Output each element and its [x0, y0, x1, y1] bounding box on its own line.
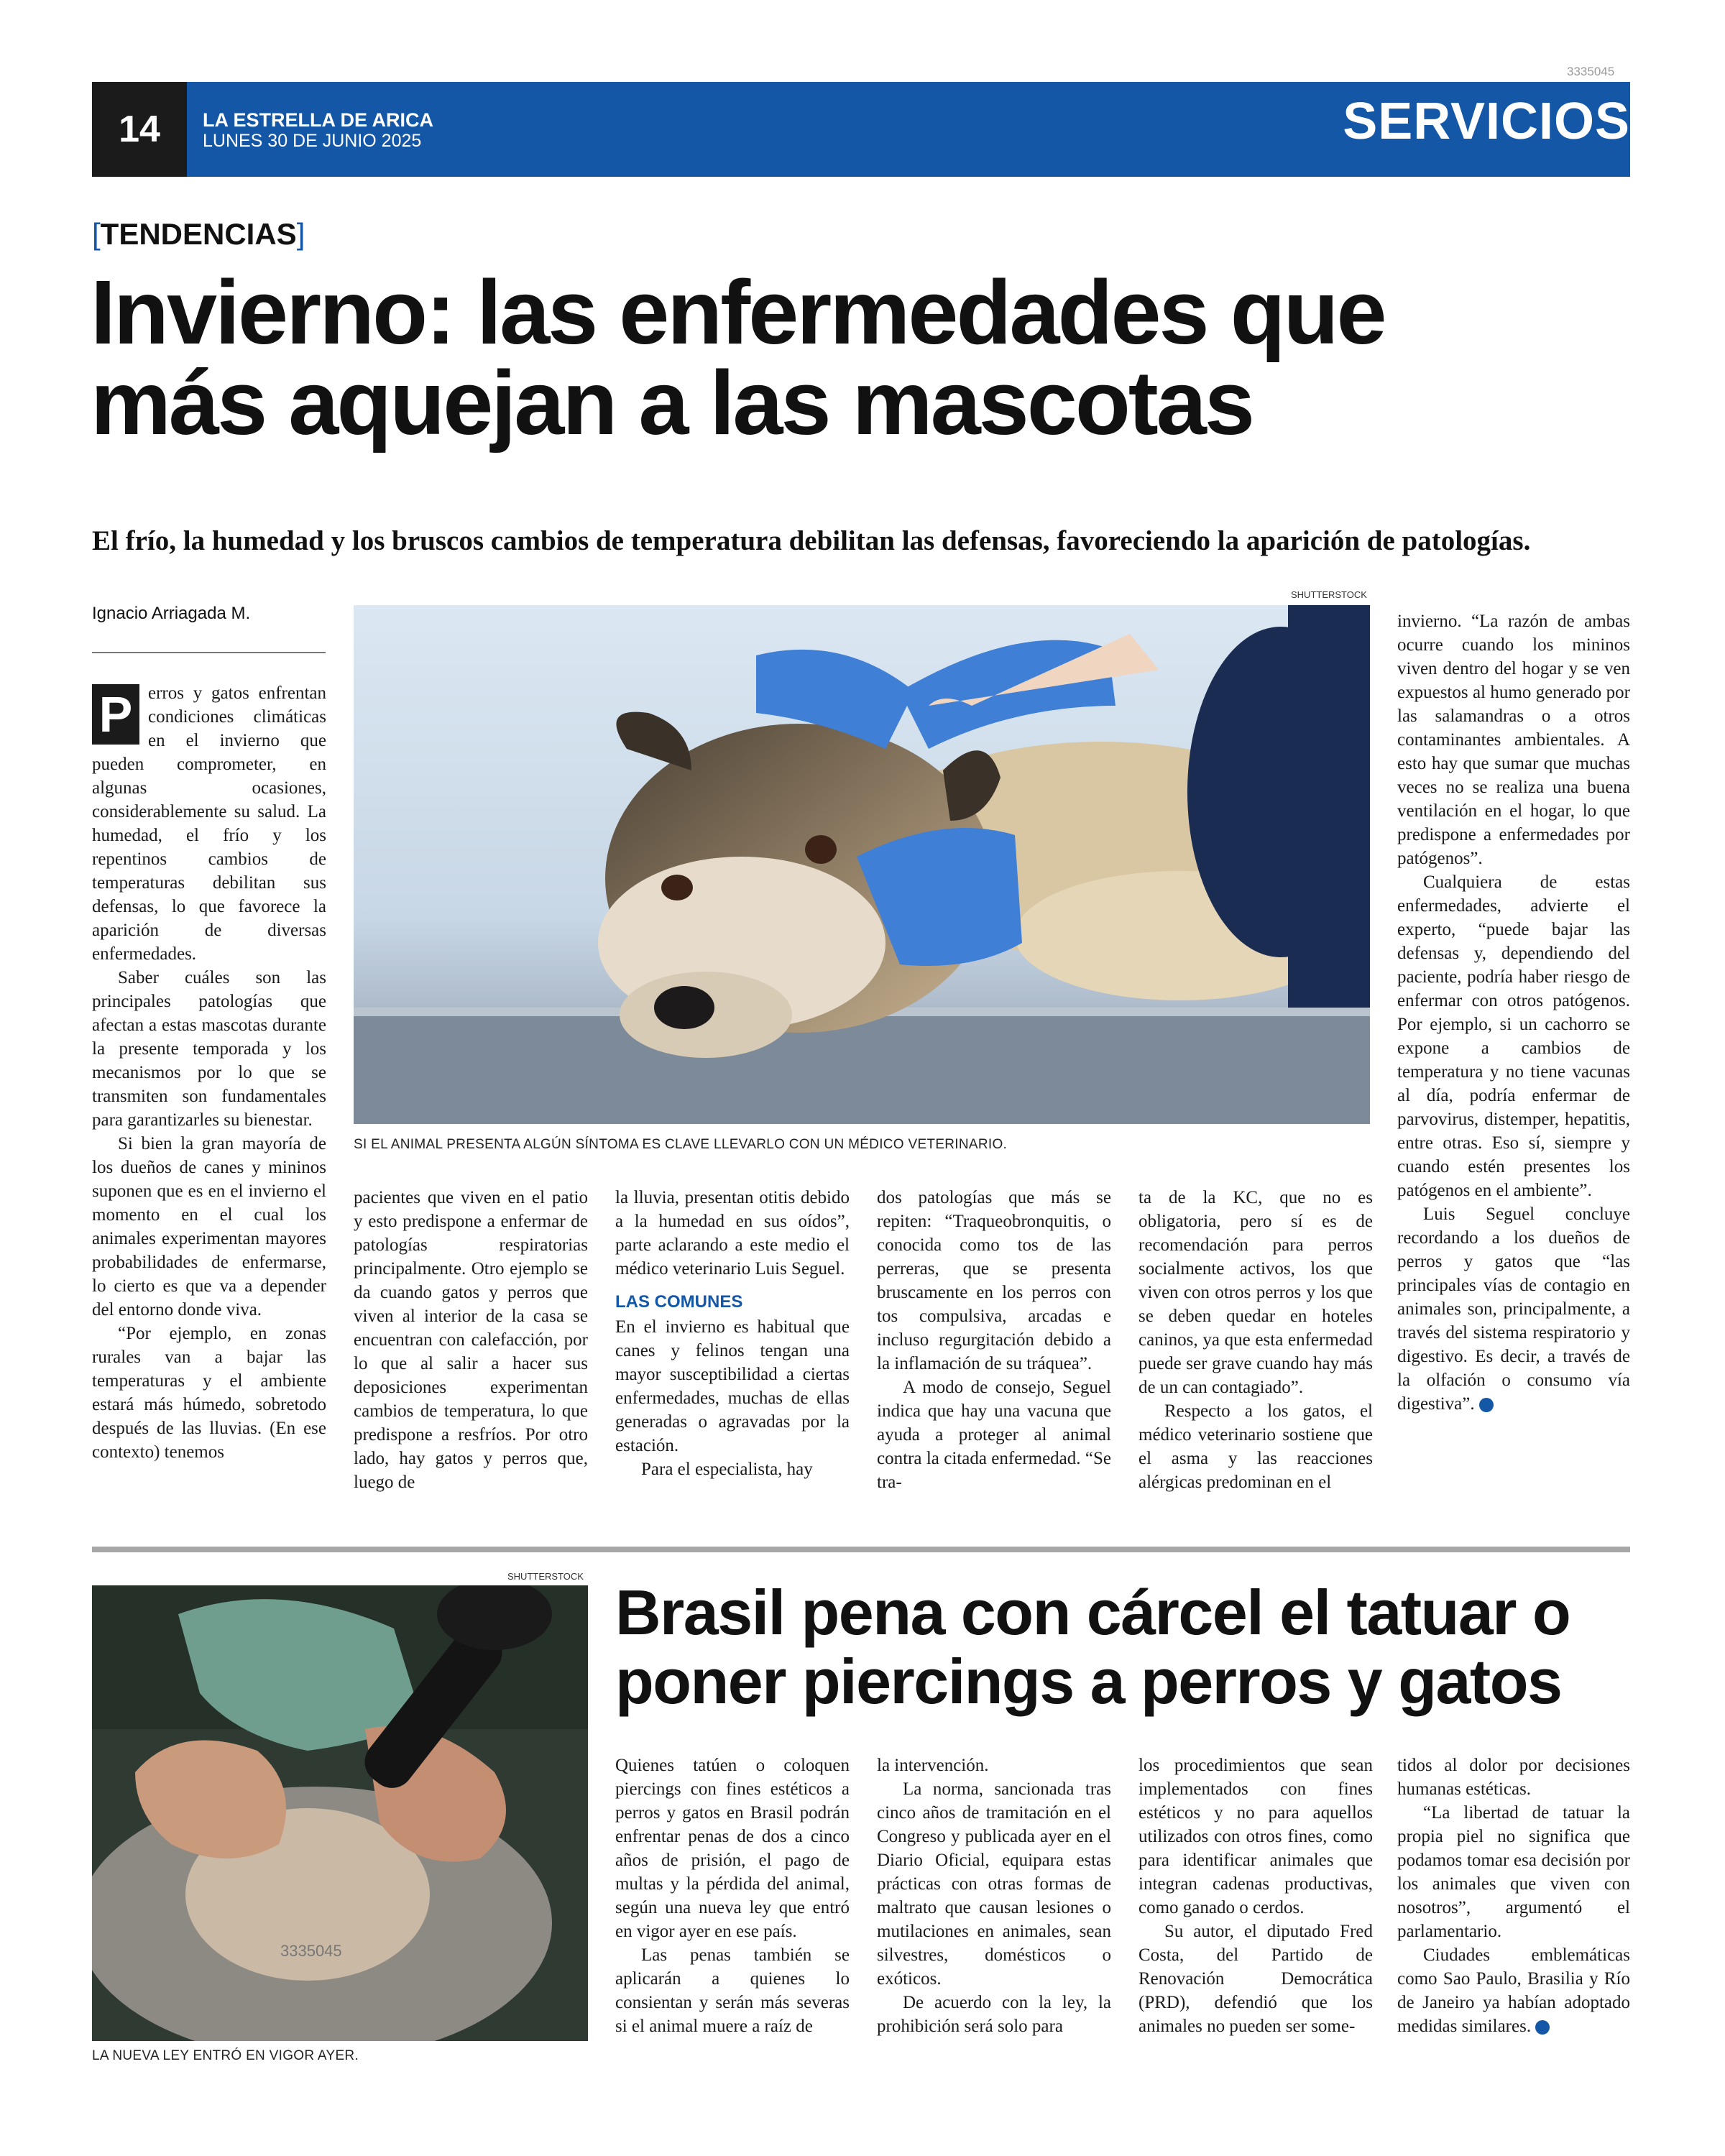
headline-line-2: más aquejan a las mascotas	[91, 352, 1253, 453]
article-column-3	[615, 1186, 850, 1481]
headline-2-line-1: Brasil pena con cárcel el tatuar o	[615, 1577, 1570, 1648]
paragraph: la lluvia, presentan otitis debido a la humedad en sus oídos”, parte aclarando a este medio el médico veterinario Luis Seguel.	[615, 1188, 850, 1279]
paragraph: La norma, sancionada tras cinco años de tramitación en el Congreso y publicada ayer en el Diario Oficial, equipara estas prácticas con otras formas de maltrato que causan lesiones o mutilaciones en animales, sean silvestres, domésticos o exóticos.	[877, 1779, 1111, 1989]
article-column-5	[1138, 1186, 1373, 1494]
tattoo-photo	[92, 1585, 588, 2041]
article-2-column-3	[1138, 1754, 1373, 2038]
paragraph: los procedimientos que sean implementados con fines estéticos y no para aquellos utilizados con otros fines, como para identificar animales que integran cadenas productivas, como ganado o cerdos.	[1138, 1756, 1373, 1917]
paragraph: la intervención.	[877, 1756, 989, 1775]
issue-date: LUNES 30 DE JUNIO 2025	[203, 131, 422, 151]
paragraph: Saber cuáles son las principales patologías que afectan a estas mascotas durante la presente temporada y los mecanismos por lo que se transmiten son fundamentales para garantizarles su bienestar.	[92, 968, 326, 1130]
dog-vet-photo	[354, 605, 1370, 1124]
page-code: 3335045	[1567, 65, 1615, 78]
paragraph: En el invierno es habitual que canes y felinos tengan una mayor susceptibilidad a ciertas enfermedades, muchas de ellas generadas o agravadas por la estación.	[615, 1317, 850, 1455]
paragraph: tidos al dolor por decisiones humanas estéticas.	[1397, 1756, 1630, 1799]
article-column-1	[92, 681, 326, 1464]
article-2-column-1	[615, 1754, 850, 2038]
article-column-6	[1397, 609, 1630, 1416]
paragraph: “Por ejemplo, en zonas rurales van a bajar las temperaturas y el ambiente estará más húmedo, sobretodo después de las lluvias. (En ese contexto) tenemos	[92, 1324, 326, 1462]
kicker-label: TENDENCIAS	[100, 217, 297, 251]
paragraph-text: Luis Seguel concluye recordando a los dueños de perros y gatos que “las principales vías de contagio en animales son, principalmente, a través del sistema respiratorio y digestivo. Es decir, a través de la olfación o consumo vía digestiva”.	[1397, 1204, 1630, 1414]
byline-divider	[92, 652, 326, 653]
paragraph: Si bien la gran mayoría de los dueños de canes y mininos suponen que es en el invierno el momento en el cual los animales experimentan mayores probabilidades de enfermarse, lo cierto es que va a depender del entorno donde viva.	[92, 1134, 326, 1319]
paragraph: A modo de consejo, Seguel indica que hay una vacuna que ayuda a proteger al animal contra la citada enfermedad. “Se tra-	[877, 1378, 1111, 1492]
paragraph: dos patologías que más se repiten: “Traqueobronquitis, o conocida como tos de las perreras, que se presenta bruscamente en los perros con tos compulsiva, arcadas e incluso regurgitación debido a la inflamación de su tráquea”.	[877, 1188, 1111, 1373]
article-headline	[91, 262, 1636, 453]
page-number: 14	[92, 82, 187, 177]
article-divider	[92, 1547, 1630, 1552]
paragraph: pacientes que viven en el patio y esto predispone a enfermar de patologías respiratorias principalmente. Otro ejemplo se da cuando gatos y perros que viven al interior de la casa se encuentran con calefacción, por lo que al salir a hacer sus deposiciones experimentan cambios de temperatura, lo que predispone a resfríos. Por otro lado, hay gatos y perros que, luego de	[354, 1188, 588, 1492]
paragraph-text: Ciudades emblemáticas como Sao Paulo, Brasilia y Río de Janeiro ya habían adoptado medidas similares.	[1397, 1945, 1630, 2036]
paragraph: Su autor, el diputado Fred Costa, del Partido de Renovación Democrática (PRD), defendió que los animales no pueden ser some-	[1138, 1922, 1373, 2036]
article-2-headline	[615, 1578, 1636, 1716]
end-mark-icon	[1479, 1398, 1494, 1412]
paragraph: Cualquiera de estas enfermedades, advierte el experto, “puede bajar las defensas y, dependiendo del paciente, podría haber riesgo de enfermar con otros patógenos. Por ejemplo, si un cachorro se expone a cambios de temperatura y no tiene vacunas al día, podría enfermar de parvovirus, distemper, hepatitis, entre otras. Eso sí, siempre y cuando estén presentes los patógenos en el ambiente”.	[1397, 872, 1630, 1200]
article-2-column-4	[1397, 1754, 1630, 2038]
paragraph: De acuerdo con la ley, la prohibición será solo para	[877, 1993, 1111, 2036]
end-mark-icon	[1535, 2020, 1550, 2035]
tattoo-illustration	[92, 1585, 588, 2041]
photo-caption-2: LA NUEVA LEY ENTRÓ EN VIGOR AYER.	[92, 2048, 359, 2063]
article-column-2	[354, 1186, 588, 1494]
photo-credit: SHUTTERSTOCK	[1291, 589, 1367, 600]
paragraph: invierno. “La razón de ambas ocurre cuando los mininos viven dentro del hogar y se ven expuestos al humo generado por las salamandras o a otros contaminantes ambientales. A esto hay que sumar que muchas veces no se realiza una buena ventilación en el hogar, lo que predispone a enfermedades por patógenos”.	[1397, 612, 1630, 868]
headline-2-line-2: poner piercings a perros y gatos	[615, 1645, 1562, 1717]
paragraph: Para el especialista, hay	[641, 1460, 813, 1479]
newspaper-name: LA ESTRELLA DE ARICA	[203, 109, 433, 131]
drop-cap: P	[92, 684, 139, 745]
paragraph: Respecto a los gatos, el médico veterinario sostiene que el asma y las reacciones alérgicas predominan en el	[1138, 1401, 1373, 1492]
article-column-4	[877, 1186, 1111, 1494]
paragraph-last	[1397, 1202, 1630, 1416]
paragraph: “La libertad de tatuar la propia piel no significa que podamos tomar esa decisión por los animales que viven con nosotros”, argumentó el parlamentario.	[1397, 1803, 1630, 1941]
subheading: LAS COMUNES	[615, 1292, 743, 1312]
photo-watermark: 3335045	[280, 1942, 342, 1960]
article-2-column-2	[877, 1754, 1111, 2038]
paragraph: Las penas también se aplicarán a quienes lo consientan y serán más severas si el animal muere a raíz de	[615, 1945, 850, 2036]
section-title: SERVICIOS	[1343, 93, 1630, 150]
photo-caption: SI EL ANIMAL PRESENTA ALGÚN SÍNTOMA ES CLAVE LLEVARLO CON UN MÉDICO VETERINARIO.	[354, 1137, 1008, 1152]
paragraph: ta de la KC, que no es obligatoria, pero sí es de recomendación para perros socialmente activos, los que viven con otros perros y los que se deben quedar en hoteles caninos, ya que esta enfermedad puede ser grave cuando hay más de un can contagiado”.	[1138, 1188, 1373, 1397]
photo-credit-2: SHUTTERSTOCK	[507, 1571, 584, 1582]
article-deck: El frío, la humedad y los bruscos cambios de temperatura debilitan las defensas, favoreciendo la aparición de patologías.	[92, 525, 1531, 556]
headline-line-1: Invierno: las enfermedades que	[91, 262, 1385, 363]
article-kicker: [TENDENCIAS]	[92, 217, 305, 251]
dog-vet-illustration	[354, 605, 1370, 1124]
paragraph-last	[1397, 1943, 1630, 2038]
byline: Ignacio Arriagada M.	[92, 604, 251, 623]
paragraph: Quienes tatúen o coloquen piercings con fines estéticos a perros y gatos en Brasil podrán enfrentar penas de dos a cinco años de prisión, el pago de multas y la pérdida del animal, según una nueva ley que entró en vigor ayer en ese país.	[615, 1756, 850, 1941]
paragraph: erros y gatos enfrentan condiciones climáticas en el invierno que pueden comprometer, en algunas ocasiones, considerablemente su salud. La humedad, el frío y los repentinos cambios de temperaturas debilitan sus defensas, lo que favorece la aparición de diversas enfermedades.	[92, 683, 326, 964]
